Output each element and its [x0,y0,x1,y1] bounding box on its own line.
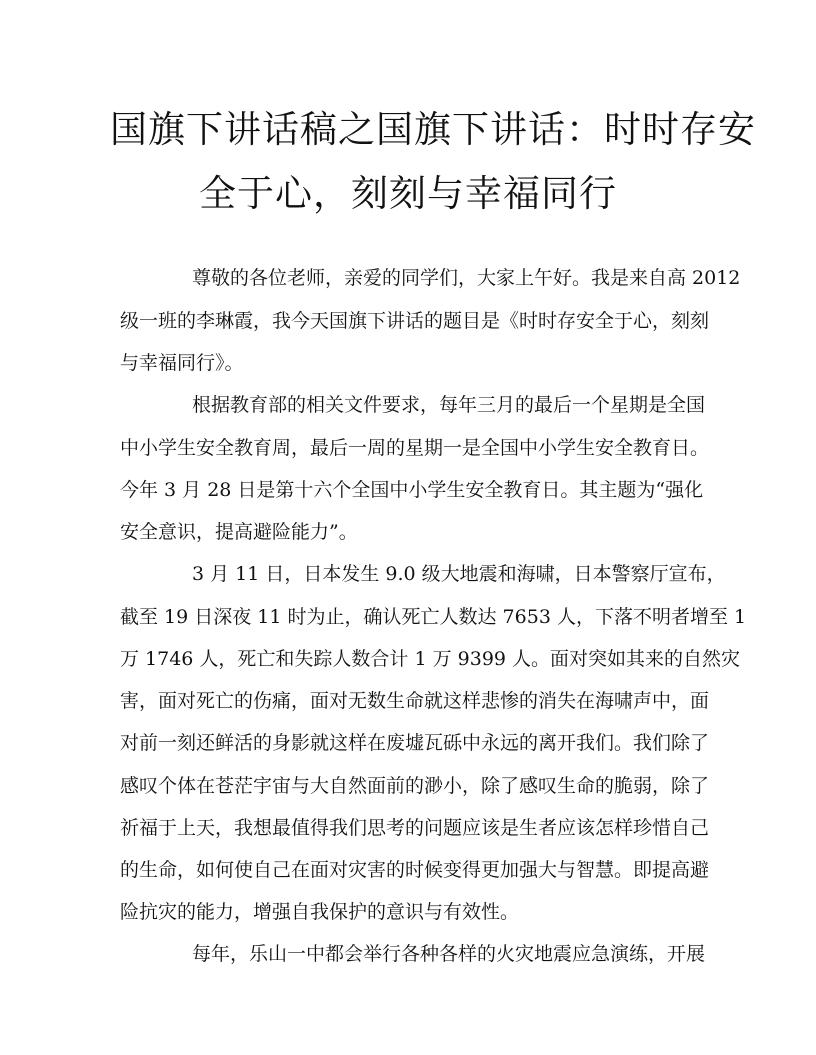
paragraph-3-line-5: 对前一刻还鲜活的身影就这样在废墟瓦砾中永远的离开我们。我们除了 [120,732,710,754]
paragraph-3-line-8: 的生命，如何使自己在面对灾害的时候变得更加强大与智慧。即提高避 [120,859,710,881]
paragraph-2-line-1: 根据教育部的相关文件要求，每年三月的最后一个星期是全国 [192,394,706,416]
paragraph-1-line-3: 与幸福同行》。 [120,352,244,374]
paragraph-1-line-1: 尊敬的各位老师，亲爱的同学们，大家上午好。我是来自高 2012 [192,267,741,289]
document-title-line-1: 国旗下讲话稿之国旗下讲话：时时存安 [110,108,756,151]
paragraph-4-line-1: 每年，乐山一中都会举行各种各样的火灾地震应急演练，开展 [192,943,706,965]
paragraph-2-line-3: 今年 3 月 28 日是第十六个全国中小学生安全教育日。其主题为“强化 [120,479,704,501]
paragraph-3-line-2: 截至 19 日深夜 11 时为止，确认死亡人数达 7653 人，下落不明者增至 1 [120,606,747,628]
paragraph-2-line-2: 中小学生安全教育周，最后一周的星期一是全国中小学生安全教育日。 [120,437,710,459]
paragraph-3-line-4: 害，面对死亡的伤痛，面对无数生命就这样悲惨的消失在海啸声中，面 [120,690,710,712]
paragraph-2-line-4: 安全意识，提高避险能力”。 [120,521,358,543]
paragraph-3-line-7: 祈福于上天，我想最值得我们思考的问题应该是生者应该怎样珍惜自己 [120,817,710,839]
paragraph-3-line-1: 3 月 11 日，日本发生 9.0 级大地震和海啸，日本警察厅宣布， [192,563,726,585]
paragraph-3-line-9: 险抗灾的能力，增强自我保护的意识与有效性。 [120,901,520,923]
document-title-line-2: 全于心，刻刻与幸福同行 [199,172,617,215]
paragraph-3-line-3: 万 1746 人，死亡和失踪人数合计 1 万 9399 人。面对突如其来的自然灾 [120,648,741,670]
paragraph-3-line-6: 感叹个体在苍茫宇宙与大自然面前的渺小，除了感叹生命的脆弱，除了 [120,775,710,797]
paragraph-1-line-2: 级一班的李琳霞，我今天国旗下讲话的题目是《时时存安全于心，刻刻 [120,310,710,332]
